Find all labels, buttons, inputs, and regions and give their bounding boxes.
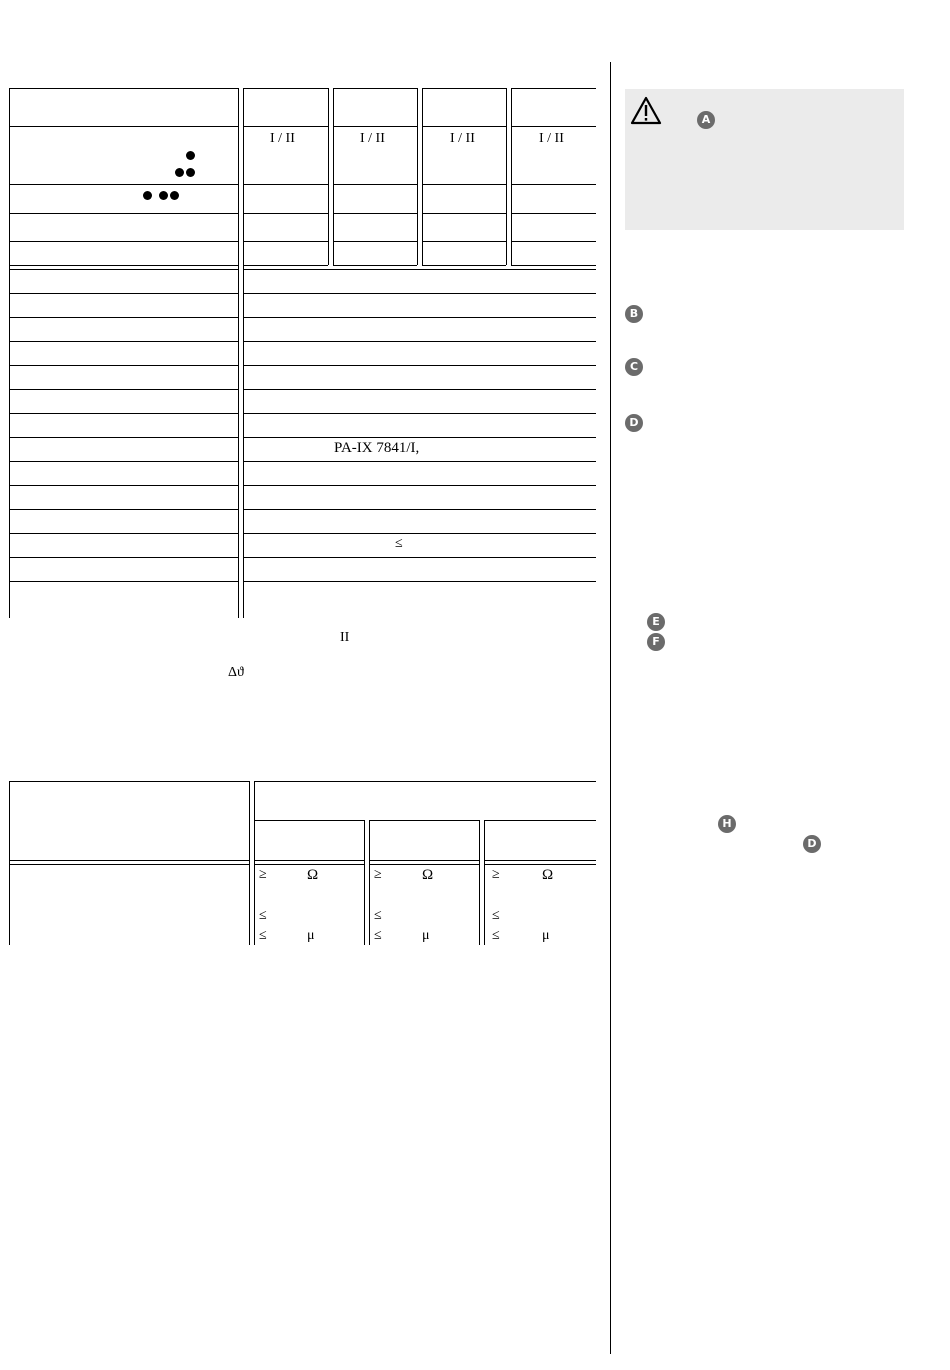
callout-badge-b: B bbox=[625, 305, 643, 323]
le-symbol: ≤ bbox=[374, 908, 382, 923]
callout-badge-f: F bbox=[647, 633, 665, 651]
warning-triangle-icon bbox=[630, 96, 662, 131]
le-symbol: ≤ bbox=[374, 928, 382, 943]
class-two-note: II bbox=[340, 630, 350, 645]
callout-badge-h: H bbox=[718, 815, 736, 833]
class-cell-3: I / II bbox=[450, 131, 475, 146]
omega-symbol: Ω bbox=[542, 867, 554, 883]
mu-symbol: μ bbox=[307, 928, 315, 943]
delta-theta-note: Δϑ bbox=[228, 665, 244, 680]
omega-symbol: Ω bbox=[422, 867, 434, 883]
mu-symbol: μ bbox=[542, 928, 550, 943]
ge-symbol: ≥ bbox=[259, 867, 267, 882]
le-symbol: ≤ bbox=[492, 908, 500, 923]
column-divider bbox=[610, 62, 611, 1354]
callout-badge-a: A bbox=[697, 111, 715, 129]
callout-badge-d-second: D bbox=[803, 835, 821, 853]
ge-symbol: ≥ bbox=[374, 867, 382, 882]
omega-symbol: Ω bbox=[307, 867, 319, 883]
ge-symbol: ≥ bbox=[492, 867, 500, 882]
le-symbol: ≤ bbox=[259, 908, 267, 923]
mu-symbol: μ bbox=[422, 928, 430, 943]
class-cell-2: I / II bbox=[360, 131, 385, 146]
standard-reference: PA-IX 7841/I, bbox=[334, 440, 420, 456]
callout-badge-e: E bbox=[647, 613, 665, 631]
class-cell-4: I / II bbox=[539, 131, 564, 146]
le-symbol: ≤ bbox=[259, 928, 267, 943]
less-equal-symbol: ≤ bbox=[395, 536, 403, 551]
class-cell-1: I / II bbox=[270, 131, 295, 146]
callout-badge-c: C bbox=[625, 358, 643, 376]
warning-box bbox=[625, 89, 904, 230]
callout-badge-d: D bbox=[625, 414, 643, 432]
le-symbol: ≤ bbox=[492, 928, 500, 943]
